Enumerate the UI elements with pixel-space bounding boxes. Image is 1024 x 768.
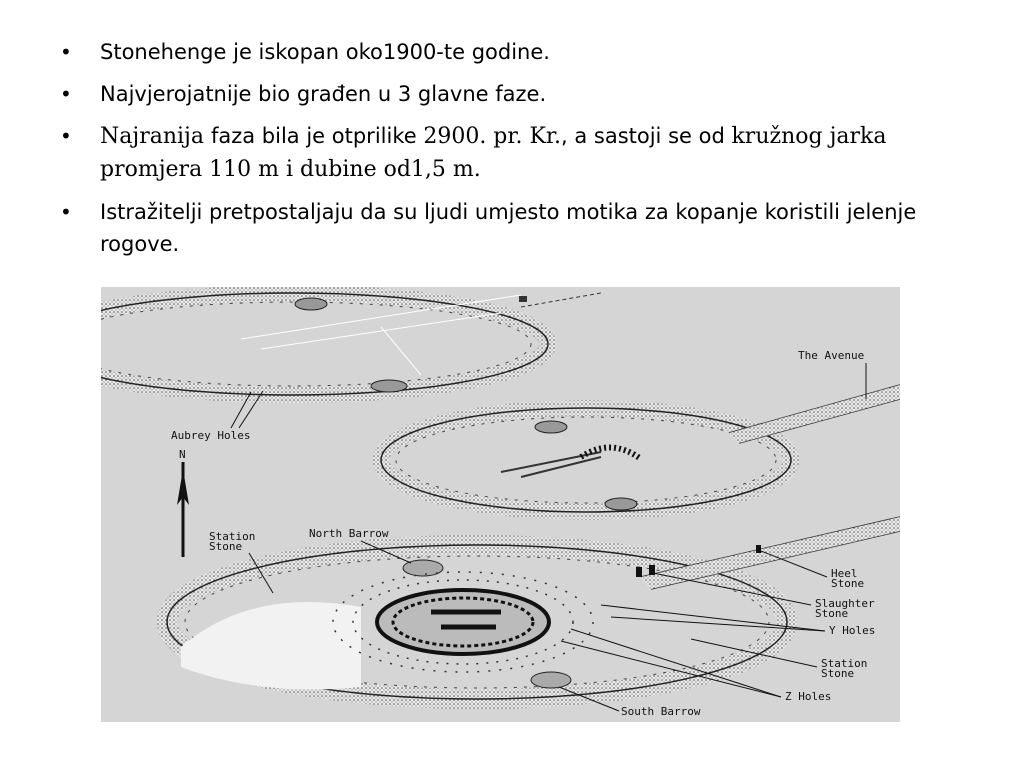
bullet-text: Najvjerojatnije bio građen u 3 glavne faze. — [100, 82, 547, 106]
bullet-item — [60, 196, 960, 260]
label-station-stone-left-2: Stone — [209, 540, 243, 553]
bullet-text-part: , a sastoji se od — [561, 124, 732, 148]
bullet-icon: • — [60, 200, 72, 224]
bullet-text: Istražitelji pretpostaljaju da su ljudi umjesto motika za kopanje koristili jelenje rogove. — [100, 200, 917, 256]
bullet-icon: • — [60, 124, 72, 148]
bullet-list — [60, 36, 960, 270]
label-station-stone-left: Station — [209, 530, 256, 543]
stonehenge-phases-illustration — [101, 287, 900, 722]
bullet-item — [60, 78, 960, 110]
bullet-icon: • — [60, 82, 72, 106]
label-slaughter-stone: Slaughter — [815, 597, 875, 610]
illustration-svg — [101, 287, 900, 722]
label-station-stone-right-2: Stone — [821, 667, 855, 680]
bullet-text-part: faza bila je otprilike — [210, 124, 424, 148]
phase-two-henge — [381, 385, 900, 512]
label-slaughter-stone-2: Stone — [815, 607, 849, 620]
label-y-holes: Y Holes — [829, 624, 876, 637]
phase-one-henge — [101, 293, 601, 395]
bullet-text: Stonehenge je iskopan oko1900-te godine. — [100, 40, 550, 64]
label-the-avenue: The Avenue — [798, 349, 865, 362]
phase-three-henge — [167, 517, 900, 699]
north-label: N — [179, 448, 186, 461]
label-heel-stone: Heel — [831, 567, 858, 580]
label-south-barrow: South Barrow — [621, 705, 701, 718]
bullet-text-part: kružnog jarka promjera 110 m i dubine od1,5 m. — [100, 124, 887, 182]
label-aubrey-holes: Aubrey Holes — [171, 429, 251, 442]
bullet-item — [60, 36, 960, 68]
bullet-icon: • — [60, 40, 72, 64]
label-z-holes: Z Holes — [785, 690, 832, 703]
label-north-barrow: North Barrow — [309, 527, 389, 540]
north-arrow-icon — [177, 448, 189, 557]
bullet-item — [60, 120, 960, 186]
bullet-text-part: Najranija — [100, 124, 211, 149]
label-heel-stone-2: Stone — [831, 577, 865, 590]
label-station-stone-right: Station — [821, 657, 868, 670]
bullet-text-part: 2900. pr. Kr. — [423, 124, 561, 149]
